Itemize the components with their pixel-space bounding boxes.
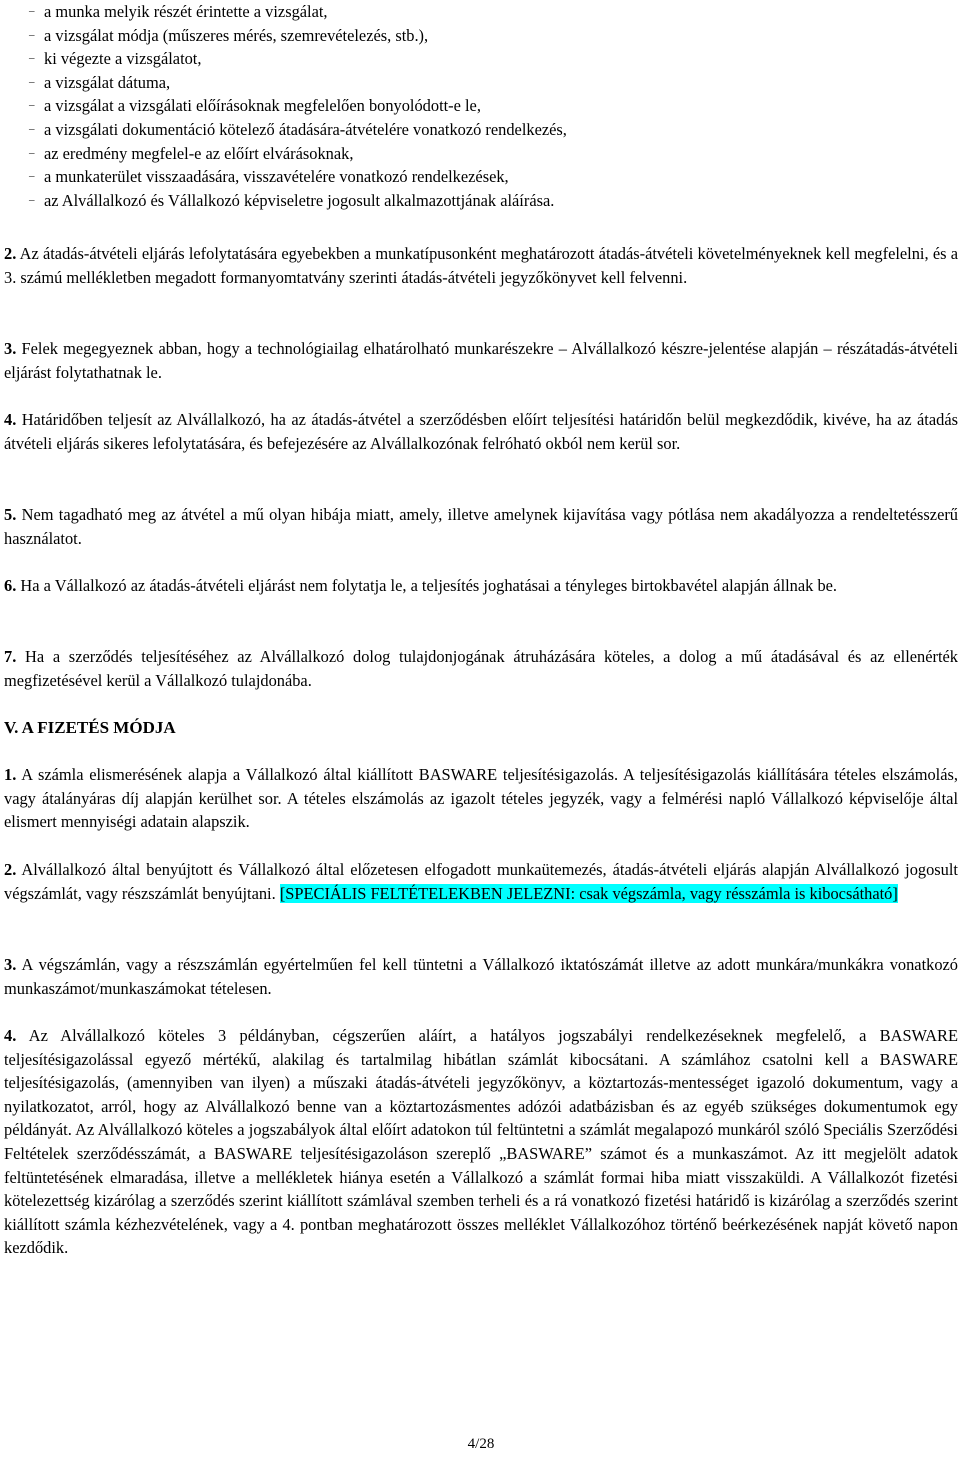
- list-item: – a vizsgálati dokumentáció kötelező átadására-átvételére vonatkozó rendelkezés,: [4, 118, 24, 142]
- list-item: – a vizsgálat a vizsgálati előírásoknak megfelelően bonyolódott-e le,: [4, 94, 24, 118]
- payment-paragraph-1: [4, 763, 958, 834]
- paragraph-text: Határidőben teljesít az Alvállalkozó, ha az átadás-átvétel a szerződésben előírt teljesítési határidőn belül megkezdődik, kivéve, ha az átadás átvételi eljárás sikeres lefolytatására, és befejezésére az Alvállalkozónak felróható okból nem kerül sor.: [4, 410, 958, 453]
- list-item: – ki végezte a vizsgálatot,: [4, 47, 24, 71]
- paragraph-number: 5.: [4, 505, 17, 524]
- payment-paragraph-4: [4, 1024, 958, 1260]
- dash-bullet: –: [29, 5, 35, 17]
- paragraph-text: Az Alvállalkozó köteles 3 példányban, cégszerűen aláírt, a hatályos jogszabályi rendelkezéseknek megfelelő, a BASWARE teljesítésigazolással egyező mértékű, alakilag és tartalmilag hibátlan számlát kibocsátani. A számlához csatolni kell a BASWARE teljesítésigazolás, (amennyiben van ilyen) a műszaki átadás-átvételi jegyzőkönyv, a köztartozás-mentességet igazoló dokumentum, vagy a nyilatkozatot, arról, hogy az Alvállalkozó benne van a köztartozásmentes adózói adatbázisban és az egyéb szükséges dokumentumok egy példányát. Az Alvállalkozó köteles a jogszabályok által előírt adatokon túl feltüntetni a számlát megalapozó munkáról szóló Speciális Szerződési Feltételek szerződésszámát, a BASWARE teljesítésigazoláson szereplő „BASWARE” számot és a munkaszámot. Az itt megjelölt adatok feltüntetésének elmaradása, illetve a mellékletek hiánya esetén a Vállalkozó a számlát formai hiba miatt visszaküldi. A Vállalkozót fizetési kötelezettség kizárólag a szerződés szerint kiállított számlával szemben terheli és a rá vonatkozó fizetési határidő is kizárólag a szerződés szerint kiállított számla kézhezvételének, vagy a 4. pontban meghatározott összes melléklet Vállalkozóhoz történő beérkezésének napját követő napon kezdődik.: [4, 1026, 958, 1258]
- paragraph-text: Alvállalkozó által benyújtott és Vállalkozó által előzetesen elfogadott munkaütemezés, átadás-átvételi eljárás alapján Alvállalkozó jogosult végszámlát, vagy részszámlát benyújtani.: [4, 860, 958, 903]
- paragraph-2: [4, 242, 958, 289]
- list-item: – a vizsgálat módja (műszeres mérés, szemrevételezés, stb.),: [4, 24, 24, 48]
- paragraph-text: Ha a szerződés teljesítéséhez az Alvállalkozó dolog tulajdonjogának átruházására köteles, a dolog a mű átadásával és az ellenérték megfizetésével kerül a Vállalkozó tulajdonába.: [4, 647, 958, 690]
- dash-bullet: –: [29, 146, 35, 159]
- paragraph-number: 2.: [4, 860, 17, 879]
- paragraph-number: 3.: [4, 955, 17, 974]
- paragraph-6: [4, 574, 958, 598]
- paragraph-number: 2.: [4, 244, 17, 263]
- paragraph-text: Nem tagadható meg az átvétel a mű olyan hibája miatt, amely, illetve amelynek kijavítása vagy pótlása nem akadályozza a rendeltetésszerű használatot.: [4, 505, 959, 548]
- list-item: – a vizsgálat dátuma,: [4, 71, 24, 95]
- paragraph-number: 7.: [4, 647, 17, 666]
- paragraph-4: [4, 408, 958, 455]
- dash-bullet: –: [29, 28, 35, 41]
- paragraph-number: 1.: [4, 765, 17, 784]
- paragraph-3: [4, 337, 958, 384]
- dash-bullet: –: [29, 122, 35, 135]
- dash-bullet: –: [29, 193, 35, 206]
- paragraph-text: A számla elismerésének alapja a Vállalkozó által kiállított BASWARE teljesítésigazolás. A teljesítésigazolás kiállítására tételes elszámolás, vagy átalányáras díj alapján kerülhet sor. A tételes elszámolás az igazolt tételes jegyzék, vagy a felmérési napló Vállalkozó képviselője által elismert mennyiségi adatain alapszik.: [4, 765, 958, 832]
- page-number: 4/28: [467, 1436, 495, 1452]
- paragraph-text: Ha a Vállalkozó az átadás-átvételi eljárást nem folytatja le, a teljesítés joghatásai a tényleges birtokbavétel alapján állnak be.: [20, 576, 838, 595]
- dash-bullet: –: [29, 75, 35, 88]
- paragraph-number: 6.: [4, 576, 17, 595]
- dash-bullet: –: [29, 52, 35, 65]
- list-item: – a munka melyik részét érintette a vizsgálat,: [4, 0, 24, 24]
- paragraph-number: 4.: [4, 1026, 17, 1045]
- paragraph-text: A végszámlán, vagy a részszámlán egyértelműen fel kell tüntetni a Vállalkozó iktatószámát illetve az adott munkára/munkákra vonatkozó munkaszámot/munkaszámokat tételesen.: [4, 955, 958, 998]
- dash-bullet: –: [29, 170, 35, 183]
- paragraph-5: [4, 503, 958, 550]
- section-heading: V. A FIZETÉS MÓDJA: [4, 718, 176, 737]
- paragraph-number: 3.: [4, 339, 17, 358]
- list-item: – az eredmény megfelel-e az előírt elvárásoknak,: [4, 142, 24, 166]
- list-item: – az Alvállalkozó és Vállalkozó képviseletre jogosult alkalmazottjának aláírása.: [4, 189, 24, 213]
- highlighted-note: [SPECIÁLIS FELTÉTELEKBEN JELEZNI: csak végszámla, vagy résszámla is kibocsátható]: [279, 883, 898, 903]
- paragraph-number: 4.: [4, 410, 17, 429]
- paragraph-text: Felek megegyeznek abban, hogy a technológiailag elhatárolható munkarészekre – Alvállalkozó készre-jelentése alapján – részátadás-átvételi eljárást folytathatnak le.: [4, 339, 958, 382]
- requirements-list: [4, 0, 567, 212]
- list-item: – a munkaterület visszaadására, visszavételére vonatkozó rendelkezések,: [4, 165, 24, 189]
- payment-paragraph-3: [4, 953, 958, 1000]
- dash-bullet: –: [29, 99, 35, 112]
- payment-paragraph-2: [4, 858, 958, 905]
- paragraph-text: Az átadás-átvételi eljárás lefolytatására egyebekben a munkatípusonként meghatározott átadás-átvételi követelményeknek kell megfelelni, és a 3. számú mellékletben megadott formanyomtatvány szerinti átadás-átvételi jegyzőkönyvet kell felvenni.: [4, 244, 958, 287]
- paragraph-7: [4, 645, 958, 692]
